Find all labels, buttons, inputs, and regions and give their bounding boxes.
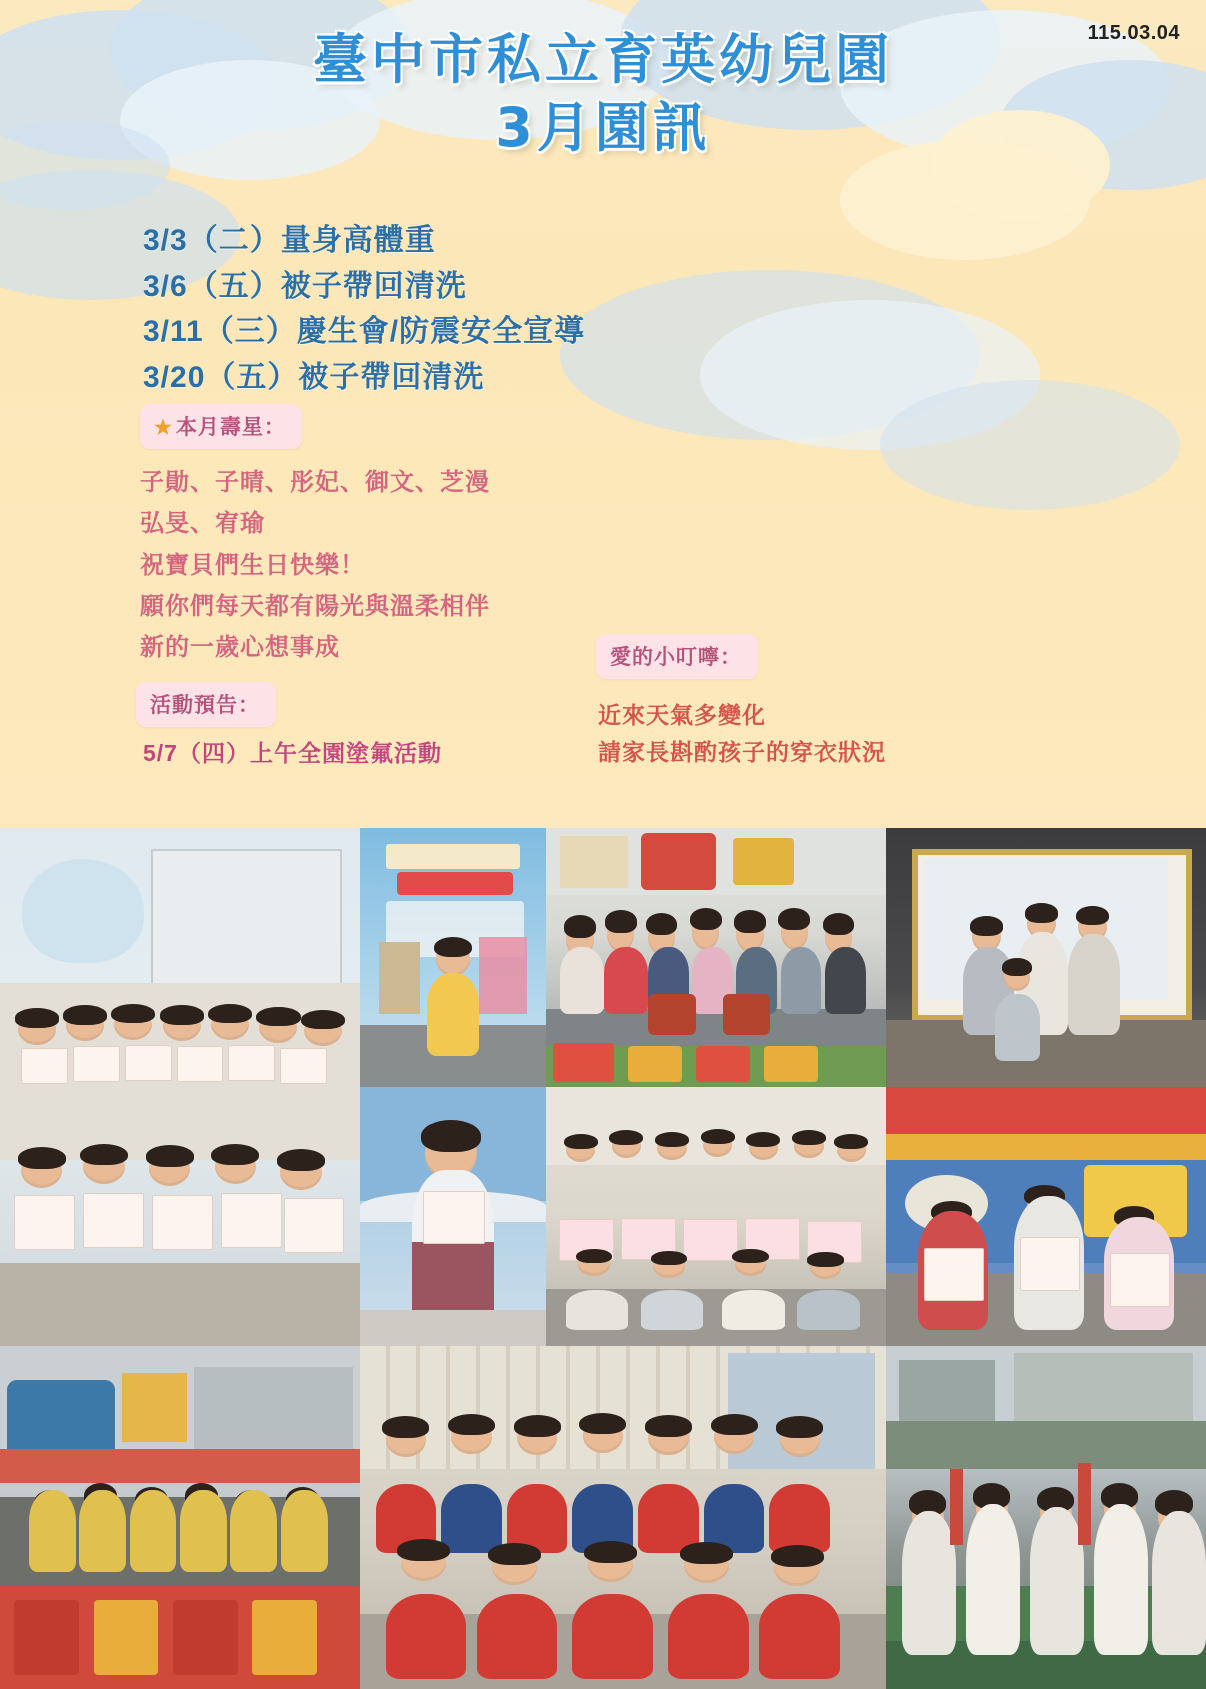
- preview-line: 5/7（四）上午全園塗氟活動: [143, 740, 442, 766]
- birthday-line: 祝寶貝們生日快樂！: [140, 551, 365, 579]
- notice-tag-pill: 愛的小叮嚀：: [596, 634, 758, 679]
- photo-outdoor-performance: [886, 1346, 1206, 1689]
- photo-girl-artwork: [360, 1087, 546, 1346]
- schedule-list: [143, 218, 585, 400]
- schedule-item: 3/20（五）被子帶回清洗: [143, 360, 485, 394]
- birthday-line: 弘旻、宥瑜: [140, 510, 265, 538]
- star-icon: ★: [154, 417, 173, 439]
- photo-drums-newyear: [546, 828, 886, 1087]
- notice-text-block: [598, 697, 886, 771]
- title-line-1: 臺中市私立育英幼兒園: [313, 28, 893, 91]
- birthday-tag-label: 本月壽星：: [175, 416, 286, 439]
- title-line-2: 3月園訊: [495, 95, 711, 159]
- photo-class-artwork: [0, 828, 360, 1346]
- photo-family-backdrop: [886, 828, 1206, 1087]
- photo-collage: [0, 828, 1206, 1689]
- preview-tag-pill: 活動預告：: [136, 682, 276, 727]
- preview-section-tag: [136, 682, 276, 727]
- birthday-section-tag: [140, 404, 302, 449]
- photo-outdoor-liondance: [0, 1346, 360, 1689]
- birthday-line: 子勛、子晴、彤妃、御文、芝漫: [140, 469, 490, 496]
- photo-red-uniform-group: [360, 1346, 886, 1689]
- date-stamp: 115.03.04: [1087, 22, 1180, 44]
- birthday-tag-pill: [140, 404, 302, 449]
- preview-text-block: [143, 735, 442, 768]
- notice-line: 近來天氣多變化: [598, 702, 766, 728]
- birthday-line: 願你們每天都有陽光與溫柔相伴: [140, 592, 490, 620]
- birthday-text-block: [140, 462, 490, 668]
- poster-header: [0, 0, 1206, 828]
- schedule-item: 3/6（五）被子帶回清洗: [143, 269, 467, 303]
- photo-storytelling-stage: [360, 828, 546, 1087]
- notice-section-tag: [596, 634, 758, 679]
- page-title: [0, 26, 1206, 161]
- schedule-item: 3/3（二）量身高體重: [143, 224, 436, 257]
- schedule-item: 3/11（三）慶生會/防震安全宣導: [143, 315, 586, 349]
- birthday-line: 新的一歲心想事成: [140, 634, 340, 662]
- notice-line: 請家長斟酌孩子的穿衣狀況: [598, 738, 886, 765]
- photo-group-pink-artwork: [546, 1087, 886, 1346]
- photo-certificate-mural: [886, 1087, 1206, 1346]
